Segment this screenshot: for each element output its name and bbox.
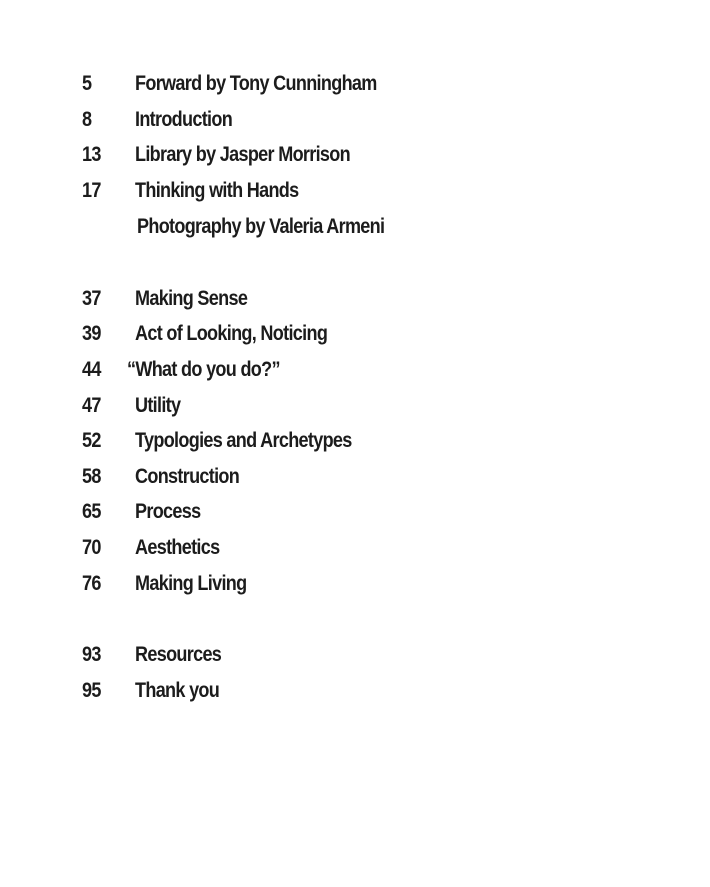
entry-title: Typologies and Archetypes (135, 429, 352, 452)
entry-title: Construction (135, 465, 240, 488)
toc-entry[interactable] (0, 69, 600, 99)
entry-title: Process (135, 500, 201, 523)
page-number: 65 (82, 500, 101, 523)
entry-title: Forward by Tony Cunningham (135, 72, 377, 95)
entry-title: Making Living (135, 572, 247, 595)
page-number: 52 (82, 429, 101, 452)
page-number: 17 (82, 179, 101, 202)
toc-entry[interactable] (0, 640, 600, 670)
entry-title: Act of Looking, Noticing (135, 322, 328, 345)
page-number: 70 (82, 536, 101, 559)
page-number: 39 (82, 322, 101, 345)
entry-title: Thinking with Hands (135, 179, 299, 202)
toc-entry[interactable] (0, 569, 600, 599)
page-number: 58 (82, 465, 101, 488)
toc-entry[interactable] (0, 140, 600, 170)
toc-entry[interactable] (0, 391, 600, 421)
page-number: 76 (82, 572, 101, 595)
toc-entry[interactable] (0, 355, 600, 385)
toc-entry[interactable] (0, 533, 600, 563)
entry-title: Resources (135, 643, 222, 666)
page-number: 37 (82, 287, 101, 310)
page-number: 44 (82, 358, 101, 381)
entry-title: Utility (135, 394, 181, 417)
entry-title: Making Sense (135, 287, 248, 310)
toc-entry[interactable] (0, 319, 600, 349)
page-number: 95 (82, 679, 101, 702)
toc-entry[interactable] (0, 284, 600, 314)
toc-entry[interactable] (0, 105, 600, 135)
toc-entry[interactable] (0, 462, 600, 492)
toc-entry-subtitle (0, 212, 600, 242)
toc-entry[interactable] (0, 426, 600, 456)
entry-title: Library by Jasper Morrison (135, 143, 350, 166)
entry-subtitle: Photography by Valeria Armeni (137, 215, 385, 238)
toc-entry[interactable] (0, 676, 600, 706)
entry-title: “What do you do?” (127, 358, 280, 381)
entry-title: Thank you (135, 679, 220, 702)
page-number: 13 (82, 143, 101, 166)
entry-title: Introduction (135, 108, 233, 131)
toc-entry[interactable] (0, 497, 600, 527)
toc-entry[interactable] (0, 176, 600, 206)
page-number: 5 (82, 72, 92, 95)
page-number: 8 (82, 108, 92, 131)
page-number: 93 (82, 643, 101, 666)
page-number: 47 (82, 394, 101, 417)
entry-title: Aesthetics (135, 536, 220, 559)
